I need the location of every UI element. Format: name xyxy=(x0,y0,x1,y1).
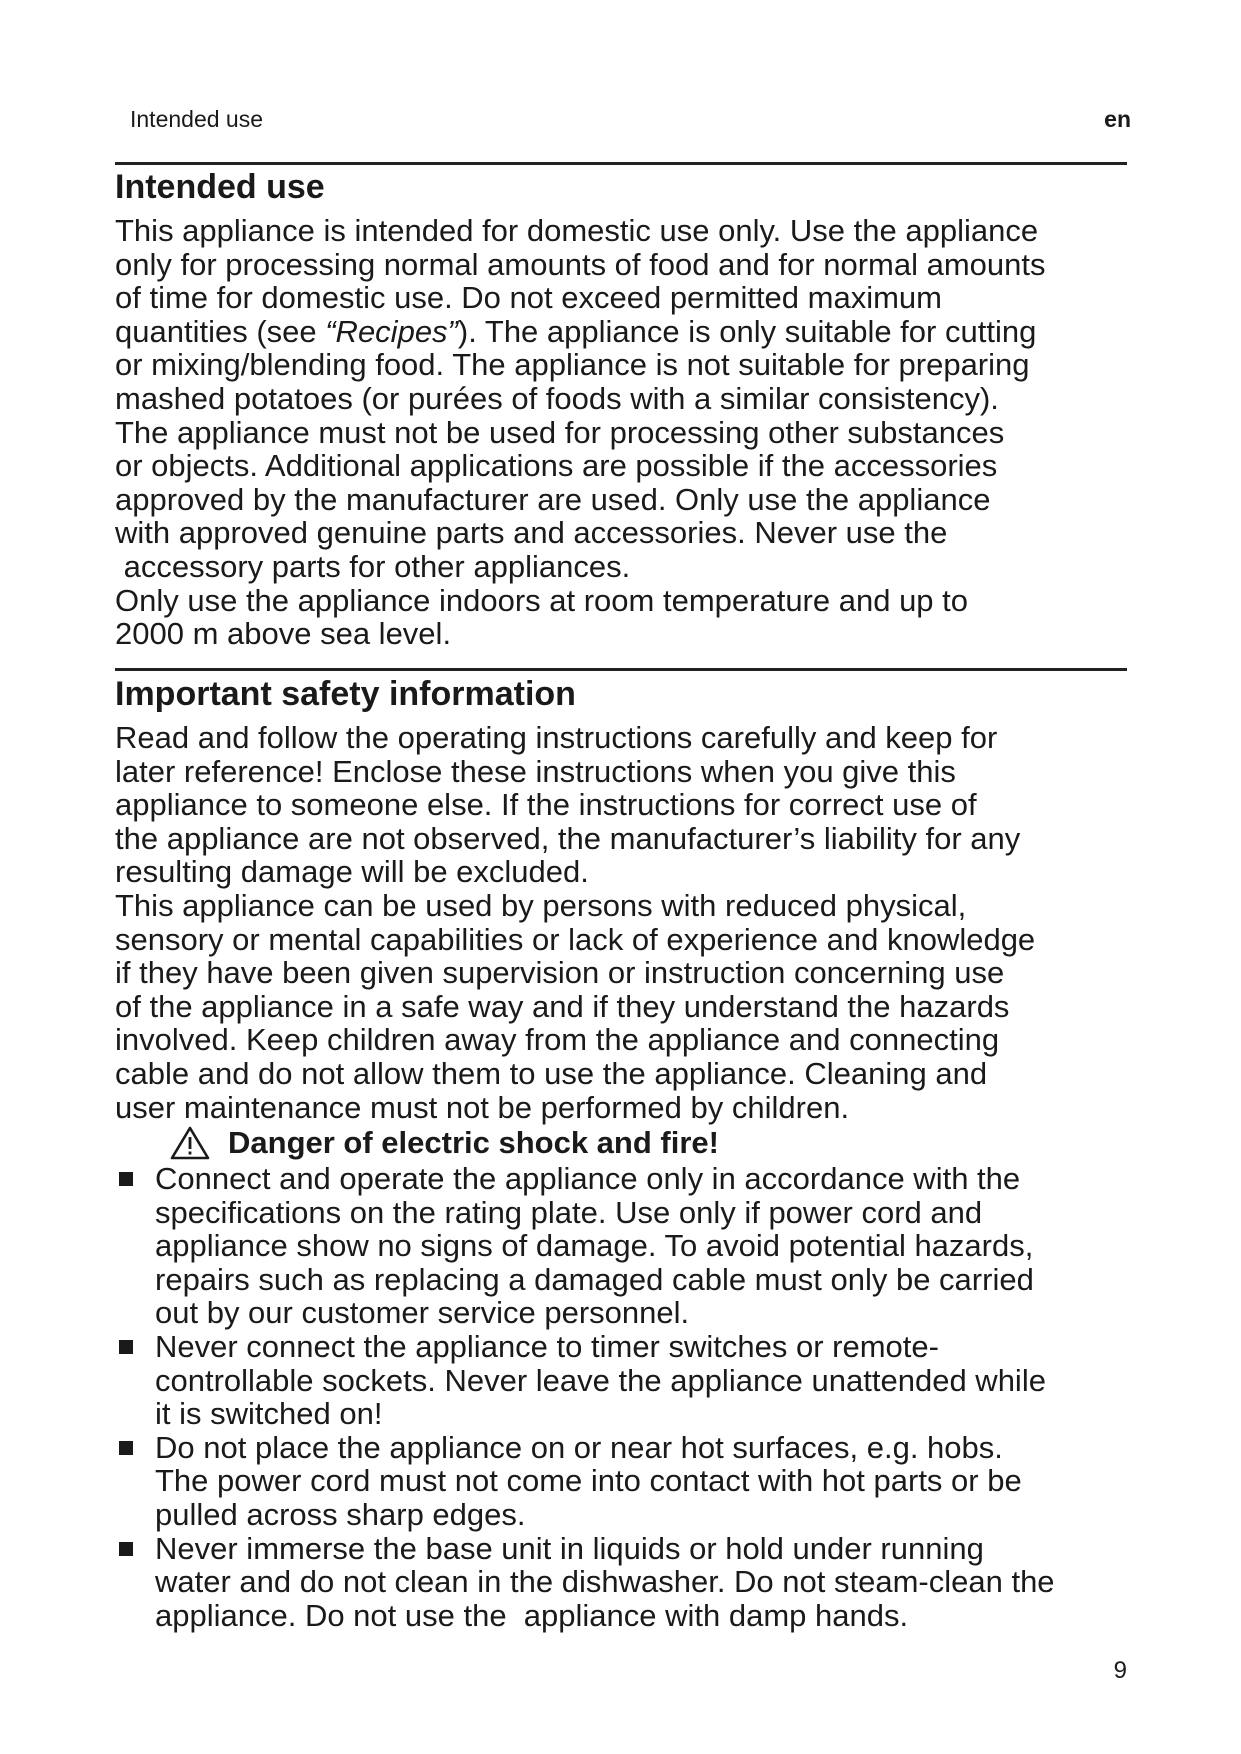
list-item xyxy=(115,1431,1140,1532)
text-line: of time for domestic use. Do not exceed permitted maximum xyxy=(115,280,942,316)
page-number: 9 xyxy=(1113,1657,1127,1684)
text-line: sensory or mental capabilities or lack of experience and knowledge xyxy=(115,921,1036,957)
text-line: later reference! Enclose these instructions when you give this xyxy=(115,753,956,789)
warning-heading xyxy=(170,1125,719,1161)
running-header: Intended use xyxy=(130,106,264,132)
text-line: This appliance is intended for domestic use only. Use the appliance xyxy=(115,213,1039,248)
text-line: or mixing/blending food. The appliance is not suitable for preparing xyxy=(115,347,1030,383)
text-line: Only use the appliance indoors at room temperature and up to xyxy=(115,582,969,618)
text-line: Do not place the appliance on or near hot surfaces, e.g. hobs. xyxy=(155,1429,1003,1465)
text-line: or objects. Additional applications are possible if the accessories xyxy=(115,448,998,484)
text-segment: quantities (see xyxy=(115,313,326,349)
section-title-intended-use: Intended use xyxy=(115,168,325,206)
intended-use-paragraph xyxy=(115,214,1140,651)
text-line: the appliance are not observed, the manufacturer’s liability for any xyxy=(115,820,1021,856)
text-line: This appliance can be used by persons with reduced physical, xyxy=(115,887,967,923)
text-line: appliance to someone else. If the instructions for correct use of xyxy=(115,787,977,823)
text-line: Read and follow the operating instructions carefully and keep for xyxy=(115,720,998,755)
text-line: if they have been given supervision or instruction concerning use xyxy=(115,955,1005,991)
text-line: specifications on the rating plate. Use only if power cord and xyxy=(155,1194,983,1230)
text-line: with approved genuine parts and accessories. Never use the xyxy=(115,515,948,551)
safety-bullet-list xyxy=(115,1162,1140,1632)
top-rule xyxy=(115,162,1127,165)
section-title-safety: Important safety information xyxy=(115,675,576,713)
text-line: resulting damage will be excluded. xyxy=(115,854,589,890)
text-line: accessory parts for other appliances. xyxy=(115,548,631,584)
text-line: appliance show no signs of damage. To avoid potential hazards, xyxy=(155,1228,1034,1264)
square-bullet-icon xyxy=(119,1340,133,1354)
text-line: The appliance must not be used for processing other substances xyxy=(115,414,1005,450)
text-line: repairs such as replacing a damaged cable must only be carried xyxy=(155,1261,1034,1297)
text-line: of the appliance in a safe way and if they understand the hazards xyxy=(115,988,1010,1024)
recipes-reference: “Recipes” xyxy=(325,313,458,349)
text-line: involved. Keep children away from the appliance and connecting xyxy=(115,1022,1000,1058)
text-line: controllable sockets. Never leave the appliance unattended while xyxy=(155,1362,1046,1398)
warning-triangle-icon xyxy=(170,1126,210,1160)
warning-heading-text: Danger of electric shock and fire! xyxy=(228,1125,719,1160)
square-bullet-icon xyxy=(119,1542,133,1556)
text-line: water and do not clean in the dishwasher. Do not steam-clean the xyxy=(155,1564,1055,1600)
text-line: approved by the manufacturer are used. Only use the appliance xyxy=(115,481,991,517)
list-item xyxy=(115,1162,1140,1330)
section-rule xyxy=(115,668,1127,671)
text-line: cable and do not allow them to use the appliance. Cleaning and xyxy=(115,1055,988,1091)
text-line: 2000 m above sea level. xyxy=(115,616,452,652)
text-line: only for processing normal amounts of food and for normal amounts xyxy=(115,246,1046,282)
text-line: The power cord must not come into contact with hot parts or be xyxy=(155,1463,1022,1499)
text-line: Never immerse the base unit in liquids or hold under running xyxy=(155,1530,984,1566)
text-line xyxy=(115,315,1140,349)
text-line: user maintenance must not be performed by children. xyxy=(115,1089,850,1125)
text-line: pulled across sharp edges. xyxy=(155,1496,526,1532)
list-item xyxy=(115,1330,1140,1431)
safety-paragraph xyxy=(115,721,1140,1124)
text-line: it is switched on! xyxy=(155,1396,383,1432)
list-item xyxy=(115,1532,1140,1633)
square-bullet-icon xyxy=(119,1172,133,1186)
language-code: en xyxy=(1104,106,1131,132)
text-line: mashed potatoes (or purées of foods with a similar consistency). xyxy=(115,380,999,416)
text-segment: ). The appliance is only suitable for cutting xyxy=(457,313,1037,349)
text-line: out by our customer service personnel. xyxy=(155,1295,690,1331)
text-line: appliance. Do not use the appliance with damp hands. xyxy=(155,1597,909,1633)
text-line: Never connect the appliance to timer switches or remote- xyxy=(155,1328,939,1364)
text-line: Connect and operate the appliance only in accordance with the xyxy=(155,1161,1021,1196)
square-bullet-icon xyxy=(119,1441,133,1455)
